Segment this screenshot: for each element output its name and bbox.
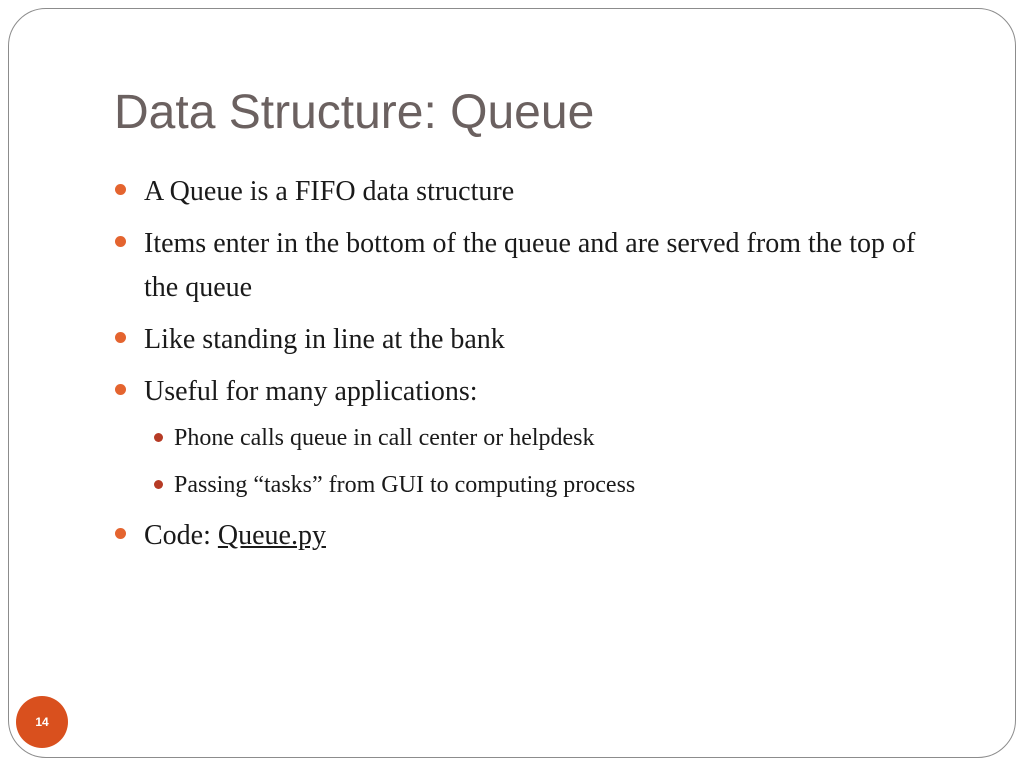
bullet-text: Items enter in the bottom of the queue and are served from the top of the queue	[144, 228, 916, 303]
bullet-dot-icon	[115, 184, 126, 195]
bullet-dot-icon	[115, 332, 126, 343]
code-file-link[interactable]: Queue.py	[217, 520, 326, 551]
sub-bullet-text: Passing “tasks” from GUI to computing process	[174, 472, 636, 498]
bullet-item	[144, 318, 954, 362]
bullet-item	[144, 370, 954, 503]
bullet-dot-icon	[115, 528, 126, 539]
sub-bullet-list	[174, 420, 954, 503]
bullet-text: Like standing in line at the bank	[144, 324, 505, 355]
page-number-badge	[16, 696, 68, 748]
sub-bullet-dot-icon	[154, 433, 163, 442]
bullet-text: Code:	[144, 520, 218, 551]
bullet-list	[144, 170, 954, 566]
bullet-item	[144, 222, 954, 310]
bullet-text: A Queue is a FIFO data structure	[144, 176, 515, 207]
bullet-dot-icon	[115, 236, 126, 247]
sub-bullet-text: Phone calls queue in call center or helpdesk	[174, 425, 595, 451]
bullet-item	[144, 170, 954, 214]
sub-bullet-item	[174, 420, 954, 456]
slide-title: Data Structure: Queue	[114, 86, 595, 139]
bullet-item	[144, 514, 954, 558]
bullet-dot-icon	[115, 384, 126, 395]
page-number: 14	[35, 715, 49, 729]
bullet-text: Useful for many applications:	[144, 376, 478, 407]
sub-bullet-item	[174, 467, 954, 503]
sub-bullet-dot-icon	[154, 480, 163, 489]
